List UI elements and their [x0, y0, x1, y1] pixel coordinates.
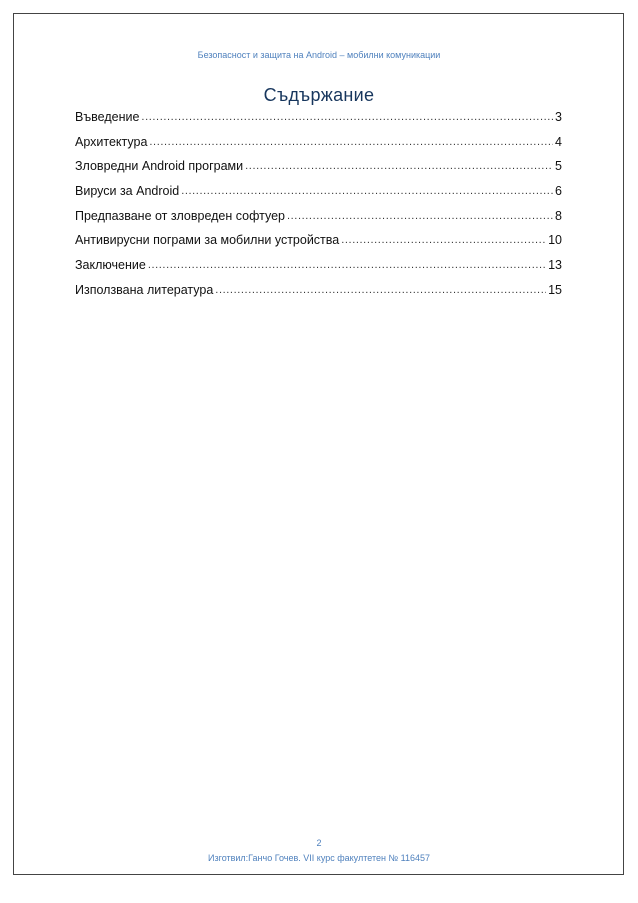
- toc-entry-label: Антивирусни пограми за мобилни устройства: [75, 233, 340, 248]
- toc-entry-antivirus[interactable]: [75, 233, 562, 258]
- toc-entry-viruses[interactable]: [75, 184, 562, 209]
- toc-entry-page: 4: [555, 134, 562, 149]
- toc-entry-page: 5: [555, 159, 562, 174]
- toc-entry-page: 15: [548, 282, 562, 297]
- toc-entry-label: Използвана литература: [75, 282, 214, 297]
- toc-entry-references[interactable]: [75, 283, 562, 308]
- toc-leader-dots: [245, 158, 553, 172]
- toc-entry-malicious-programs[interactable]: [75, 159, 562, 184]
- toc-entry-page: 6: [555, 184, 562, 199]
- footer-page-number: 2: [316, 838, 322, 848]
- footer-author: Изготвил:Ганчо Гочев. VII курс факултетен № 116457: [208, 853, 430, 863]
- toc-entry-label: Предпазване от зловреден софтуер: [75, 208, 285, 223]
- toc-entry-page: 3: [555, 110, 562, 124]
- toc-entry-protection[interactable]: [75, 209, 562, 234]
- toc-leader-dots: [181, 183, 553, 197]
- toc-entry-architecture[interactable]: [75, 135, 562, 160]
- toc-entry-introduction[interactable]: [75, 110, 562, 135]
- toc-entry-label: Въведение: [75, 110, 140, 124]
- toc-leader-dots: [215, 282, 546, 296]
- toc-leader-dots: [341, 232, 546, 246]
- toc-entry-label: Зловредни Android програми: [75, 159, 244, 174]
- toc-leader-dots: [287, 208, 553, 222]
- toc-title: Съдържание: [263, 85, 375, 105]
- table-of-contents: [75, 110, 562, 308]
- toc-entry-label: Заключение: [75, 258, 146, 273]
- page-header: Безопасност и защита на Android – мобилни комуникации: [197, 50, 441, 60]
- toc-entry-label: Вируси за Android: [75, 184, 180, 199]
- toc-entry-label: Архитектура: [75, 134, 148, 149]
- toc-leader-dots: [149, 134, 553, 148]
- toc-entry-page: 10: [548, 233, 562, 248]
- toc-entry-page: 8: [555, 208, 562, 223]
- toc-entry-page: 13: [548, 258, 562, 273]
- toc-leader-dots: [141, 109, 553, 123]
- toc-leader-dots: [148, 257, 546, 271]
- toc-entry-conclusion[interactable]: [75, 258, 562, 283]
